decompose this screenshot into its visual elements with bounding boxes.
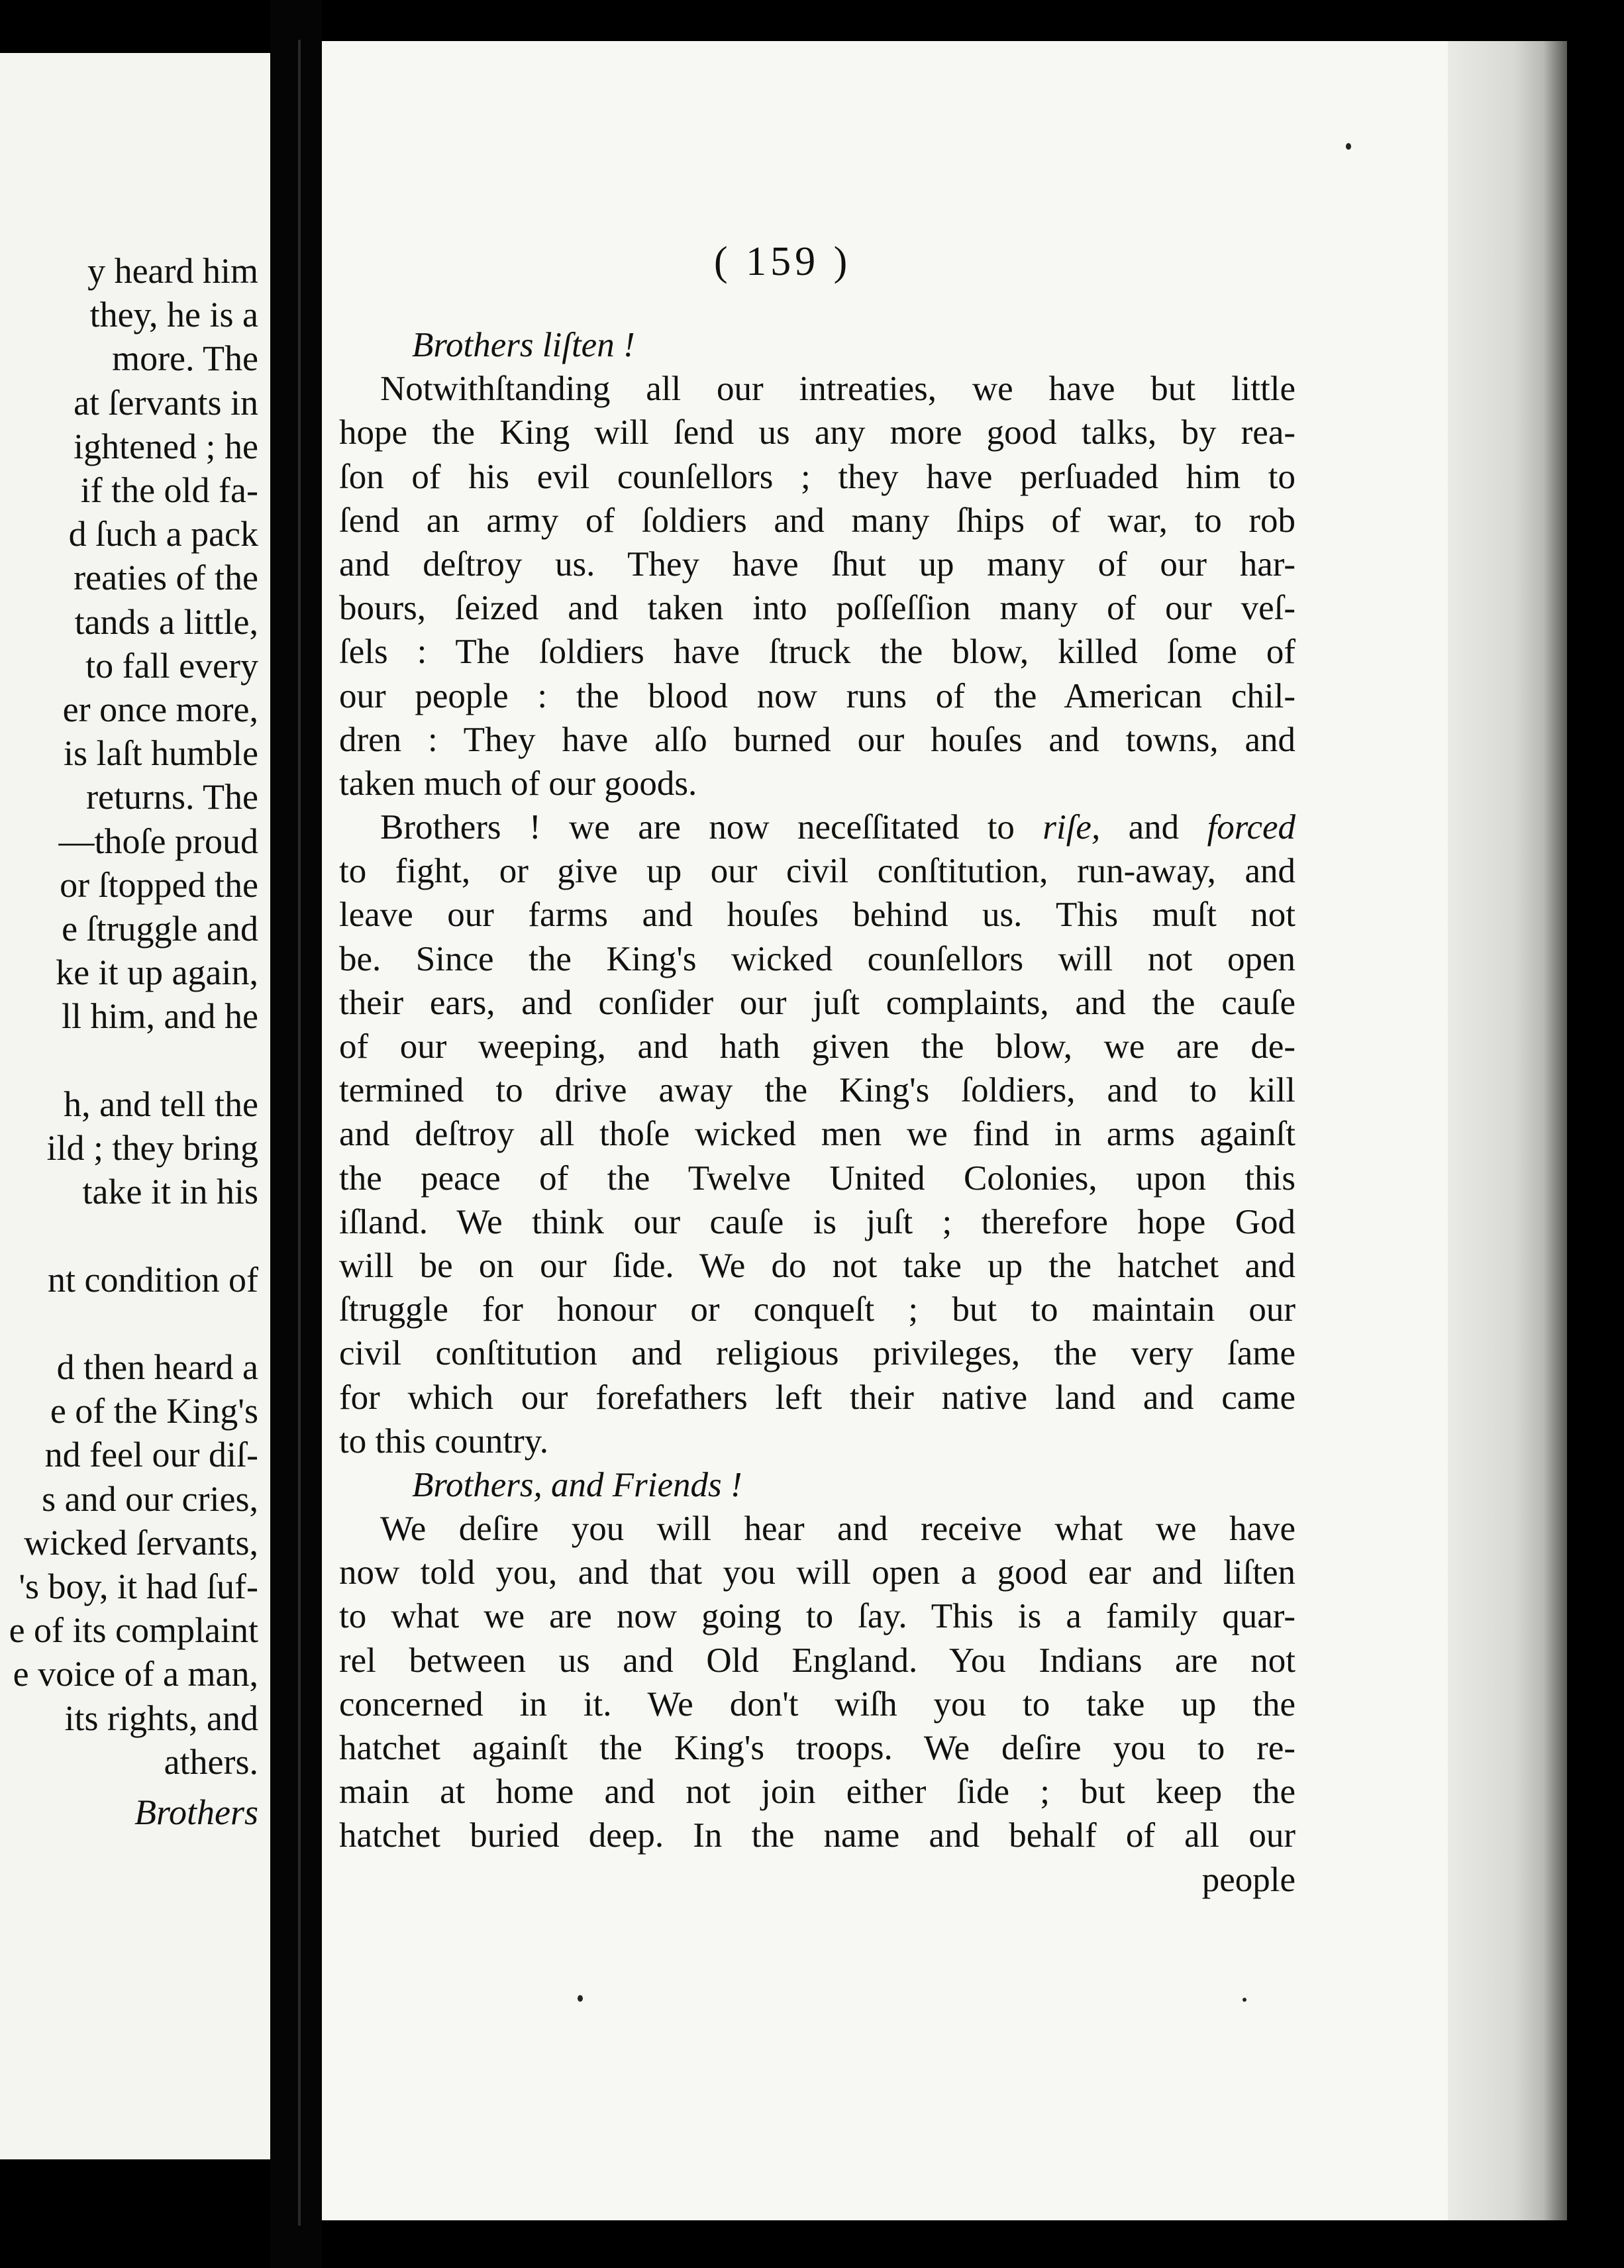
left-page-line: e of its complaint [9,1610,258,1651]
left-page-line: ightened ; he [74,426,258,466]
paragraph-line: for which our forefathers left their native land and came [339,1378,1295,1417]
left-page-line: they, he is a [89,295,258,335]
emphasis-word: forced [1207,808,1295,847]
left-page-line: e of the King's [50,1391,258,1431]
paragraph-line: main at home and not join either ſide ; but keep the [339,1773,1295,1812]
left-page-line: to fall every [85,645,258,686]
left-page-line: reaties of the [74,558,258,598]
paragraph-line: ſend an army of ſoldiers and many ſhips of war, to rob [339,501,1295,540]
paragraph-line: will be on our ſide. We do not take up the hatchet and [339,1246,1295,1285]
left-page-line: its rights, and [64,1698,258,1738]
left-page-line: more. The [112,338,258,379]
left-page-line: at ſervants in [74,382,258,423]
book-edge [1567,26,1624,2268]
left-page-line: ke it up again, [56,953,258,993]
left-page-line: nt condition of [48,1259,258,1300]
paragraph-line: ſon of his evil counſellors ; they have perſuaded him to [339,457,1295,496]
page-fold-shadow [1448,41,1567,2220]
left-page-line: tands a little, [74,601,258,642]
left-page-line: er once more, [62,690,258,729]
paragraph-line: be. Since the King's wicked counſellors will not open [339,939,1295,978]
left-page-line: athers. [164,1741,258,1782]
paragraph [339,849,1295,1463]
emphasis-word: riſe, [1042,808,1101,847]
paragraph-line: to this country. [339,1421,549,1461]
left-page-line: ild ; they bring [46,1128,258,1168]
paragraph-line: Notwithſtanding all our intreaties, we have but little [380,370,1295,409]
paragraph [339,1507,1295,1858]
paragraph-line: and deſtroy all thoſe wicked men we find in arms againſt [339,1115,1295,1154]
left-page-line: is laſt humble [64,733,258,774]
left-page-line: take it in his [82,1172,258,1212]
left-page-line: or ſtopped the [60,864,258,905]
left-page-line: s and our cries, [42,1478,258,1519]
left-page-line: e ſtruggle and [62,909,258,949]
page-body [339,323,1295,1902]
left-page-line: 's boy, it had ſuf- [19,1567,258,1606]
left-page-line: ll him, and he [62,996,258,1037]
section-heading: Brothers, and Friends ! [412,1465,742,1504]
paragraph-line: ſels : The ſoldiers have ſtruck the blow, killed ſome of [339,633,1295,672]
ink-speck [1346,143,1351,150]
paragraph-line: hatchet againſt the King's troops. We deſire you to re- [339,1729,1295,1767]
left-page-line: returns. The [86,777,258,817]
paragraph-line: now told you, and that you will open a good ear and liſten [339,1553,1295,1592]
paragraph-line: Brothers ! we are now neceſſitated to riſe, and forced [380,808,1295,847]
book-gutter [270,0,322,2268]
paragraph-line: their ears, and conſider our juſt complaints, and the cauſe [339,983,1295,1022]
left-page-line: d ſuch a pack [68,514,258,554]
paragraph-line: ſtruggle for honour or conqueſt ; but to maintain our [339,1290,1295,1329]
paragraph-line: of our weeping, and hath given the blow, we are de- [339,1027,1295,1066]
paragraph-line: to fight, or give up our civil conſtitution, run-away, and [339,852,1295,891]
paragraph-line: to what we are now going to ſay. This is a family quar- [339,1597,1295,1636]
left-page-line: d then heard a [56,1347,258,1387]
left-page-line: e voice of a man, [13,1654,258,1694]
left-page-catchword: Brothers [134,1792,258,1832]
paragraph-line: rel between us and Old England. You Indians are not [339,1641,1295,1680]
paragraph-line: dren : They have alſo burned our houſes and towns, and [339,720,1295,759]
left-page-line: nd feel our diſ- [44,1435,258,1475]
section-heading: Brothers liſten ! [412,326,635,364]
paragraph-line: civil conſtitution and religious privileges, the very ſame [339,1334,1295,1373]
paragraph-line: leave our farms and houſes behind us. This muſt not [339,896,1295,935]
catchword: people [1201,1860,1295,1899]
paragraph-line: hatchet buried deep. In the name and behalf of all our [339,1816,1295,1855]
paragraph-line: the peace of the Twelve United Colonies, upon this [339,1159,1295,1198]
paragraph-line: and deſtroy us. They have ſhut up many of our har- [339,544,1295,584]
paragraph-line: taken much of our goods. [339,764,697,803]
paragraph-line: iſland. We think our cauſe is juſt ; therefore hope God [339,1202,1295,1241]
paragraph-line: termined to drive away the King's ſoldiers, and to kill [339,1071,1295,1110]
left-page [0,53,270,2159]
ink-speck [1243,1998,1246,2002]
left-page-line: y heard him [87,251,258,291]
paragraph-line: concerned in it. We don't wiſh you to take up the [339,1684,1295,1724]
paragraph-line: bours, ſeized and taken into poſſeſſion many of our veſ- [339,589,1295,628]
left-page-line: h, and tell the [64,1084,258,1124]
paragraph-line: our people : the blood now runs of the American chil- [339,676,1295,715]
left-page-line: —thoſe proud [58,821,258,861]
ink-speck [578,1995,583,2002]
paragraph [339,367,1295,805]
left-page-line: if the old fa- [80,470,258,510]
paragraph-line: hope the King will ſend us any more good talks, by rea- [339,413,1295,452]
gutter-shadow [298,40,301,2226]
left-page-line: wicked ſervants, [24,1522,258,1563]
paragraph-line: We deſire you will hear and receive what we have [380,1510,1295,1549]
